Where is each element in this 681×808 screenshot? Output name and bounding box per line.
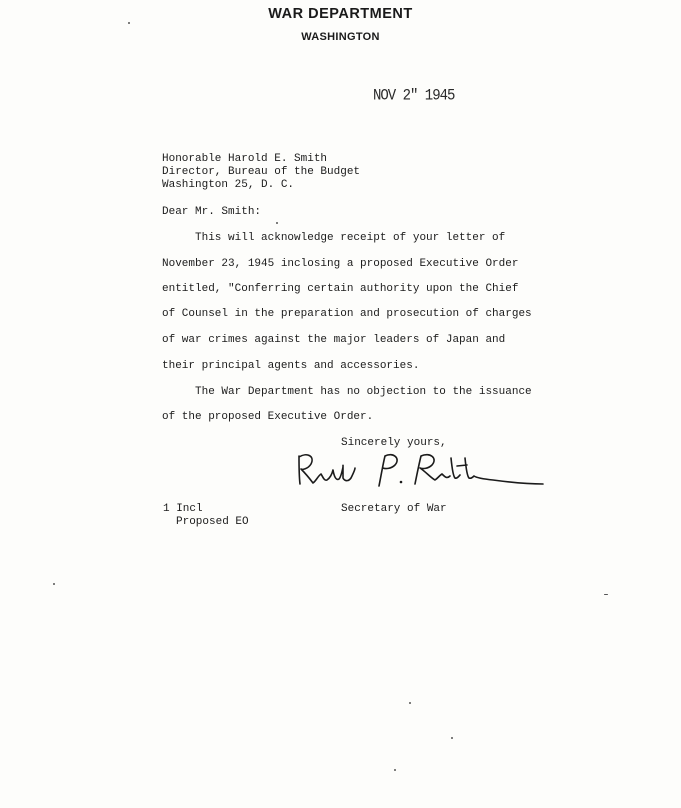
enclosure-description: Proposed EO	[176, 516, 249, 528]
signature-image	[293, 448, 545, 498]
addressee-line-title: Director, Bureau of the Budget	[162, 166, 361, 178]
salutation: Dear Mr. Smith:	[162, 206, 262, 218]
date-stamp: NOV 2" 1945	[373, 86, 455, 106]
paper-speck	[53, 583, 55, 585]
enclosure-count: 1 Incl	[163, 503, 203, 515]
paper-speck	[276, 222, 278, 224]
body-line-5: of war crimes against the major leaders of Japan and	[162, 334, 506, 346]
body-line-6: their principal agents and accessories.	[162, 360, 420, 372]
letterhead-department: WAR DEPARTMENT	[268, 6, 413, 22]
paper-speck	[409, 702, 411, 704]
paper-speck	[451, 737, 453, 739]
body-line-1: This will acknowledge receipt of your letter of	[162, 232, 506, 244]
addressee-line-name: Honorable Harold E. Smith	[162, 153, 328, 165]
body-line-7: The War Department has no objection to the issuance	[162, 386, 532, 398]
paper-speck	[604, 594, 608, 595]
letterhead-city: WASHINGTON	[301, 31, 380, 43]
body-line-4: of Counsel in the preparation and prosecution of charges	[162, 308, 532, 320]
body-line-2: November 23, 1945 inclosing a proposed Executive Order	[162, 258, 519, 270]
body-line-8: of the proposed Executive Order.	[162, 411, 374, 423]
addressee-line-city: Washington 25, D. C.	[162, 179, 295, 191]
signer-title: Secretary of War	[341, 503, 447, 515]
paper-speck	[128, 22, 130, 24]
body-line-3: entitled, "Conferring certain authority upon the Chief	[162, 283, 519, 295]
paper-speck	[394, 769, 396, 771]
closing: Sincerely yours,	[341, 437, 447, 449]
